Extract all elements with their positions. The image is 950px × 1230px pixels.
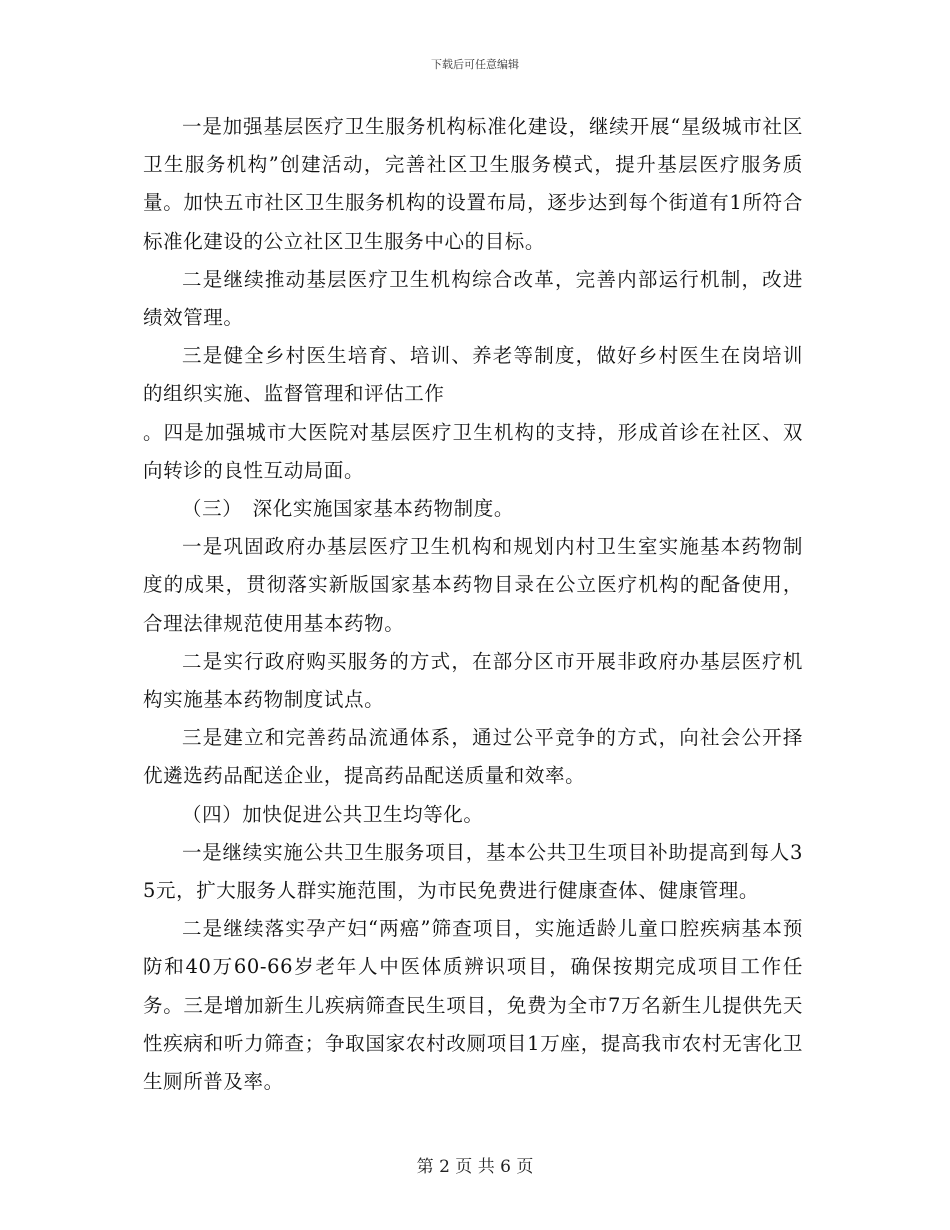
header-note: 下载后可任意编辑 (431, 58, 519, 71)
paragraph-7: 三是建立和完善药品流通体系，通过公平竞争的方式，向社会公开择优遴选药品配送企业，提高药品配送质量和效率。 (143, 726, 803, 788)
section-heading-3: （三） 深化实施国家基本药物制度。 (182, 497, 514, 521)
paragraph-4: 。四是加强城市大医院对基层医疗卫生机构的支持，形成首诊在社区、双向转诊的良性互动局面。 (143, 420, 803, 482)
page-number: 第 2 页 共 6 页 (416, 1157, 534, 1177)
paragraph-3: 三是健全乡村医生培育、培训、养老等制度，做好乡村医生在岗培训的组织实施、监督管理和评估工作 (143, 344, 803, 406)
paragraph-9: 二是继续落实孕产妇“两癌”筛查项目，实施适龄儿童口腔疾病基本预防和40万60-66岁老年人中医体质辨识项目，确保按期完成项目工作任务。三是增加新生儿疾病筛查民生项目，免费为全市7万名新生儿提供先天性疾病和听力筛查；争取国家农村改厕项目1万座，提高我市农村无害化卫生厕所普及率。 (143, 917, 803, 1094)
paragraph-6: 二是实行政府购买服务的方式，在部分区市开展非政府办基层医疗机构实施基本药物制度试点。 (143, 649, 803, 712)
document-body (143, 108, 803, 1101)
section-heading-4: （四）加快促进公共卫生均等化。 (182, 802, 484, 826)
paragraph-5: 一是巩固政府办基层医疗卫生机构和规划内村卫生室实施基本药物制度的成果，贯彻落实新版国家基本药物目录在公立医疗机构的配备使用，合理法律规范使用基本药物。 (143, 535, 803, 635)
paragraph-1: 一是加强基层医疗卫生服务机构标准化建设，继续开展“星级城市社区卫生服务机构”创建活动，完善社区卫生服务模式，提升基层医疗服务质量。加快五市社区卫生服务机构的设置布局，逐步达到每个街道有1所符合标准化建设的公立社区卫生服务中心的目标。 (143, 115, 803, 253)
paragraph-2: 二是继续推动基层医疗卫生机构综合改革，完善内部运行机制，改进绩效管理。 (143, 267, 803, 330)
paragraph-8: 一是继续实施公共卫生服务项目，基本公共卫生项目补助提高到每人35元，扩大服务人群实施范围，为市民免费进行健康查体、健康管理。 (143, 840, 803, 903)
